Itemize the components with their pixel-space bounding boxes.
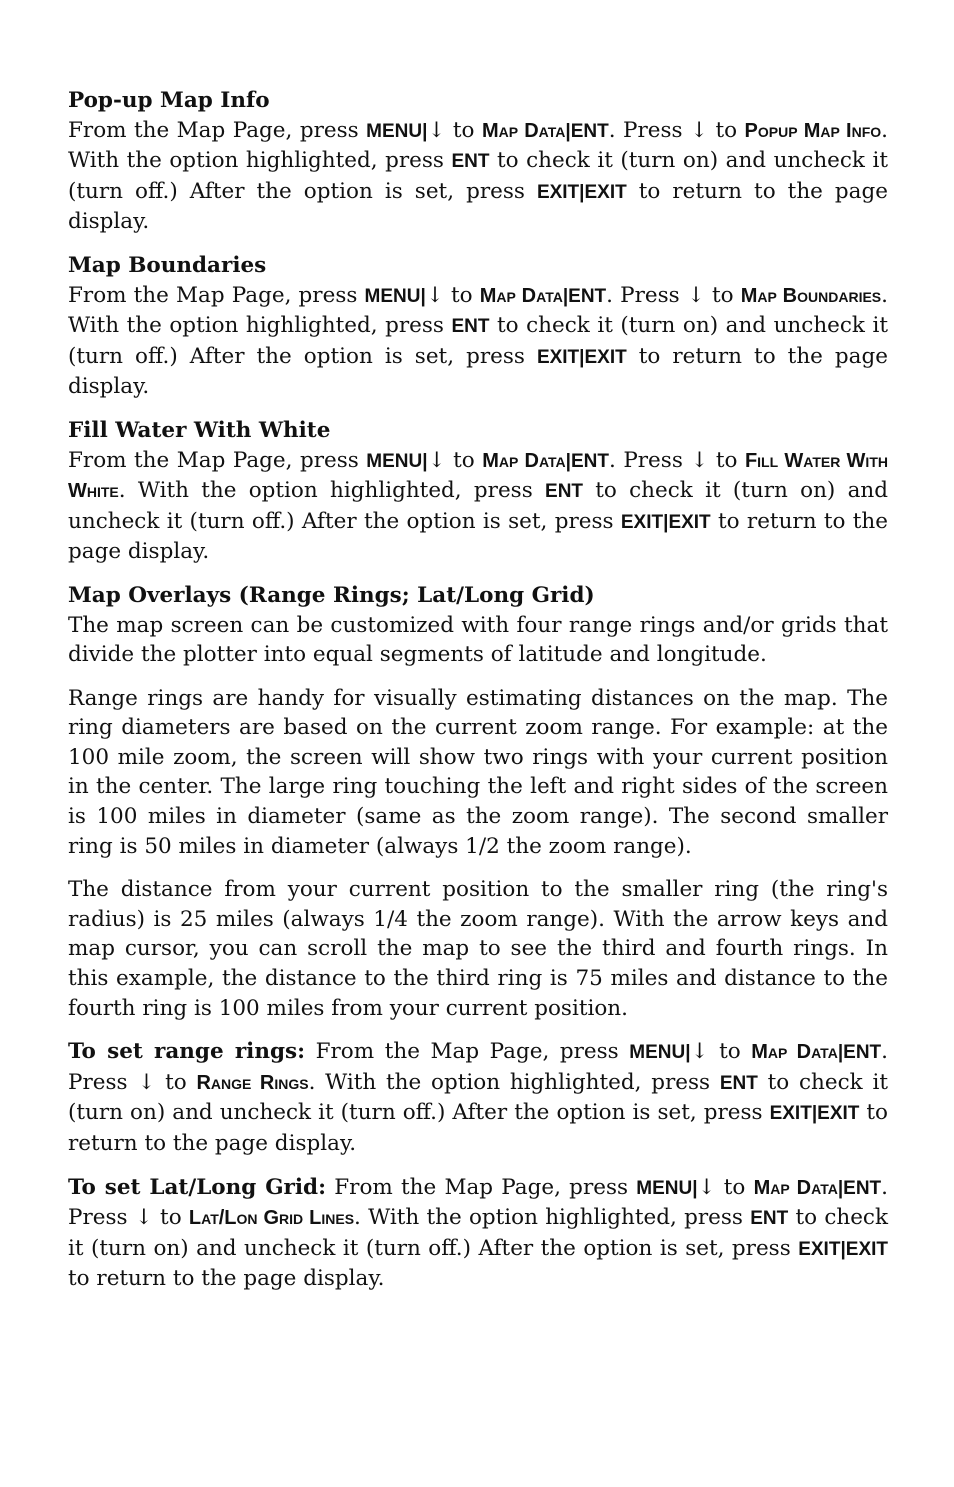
key-name: ENT — [568, 285, 607, 307]
menu-option: Map Data — [482, 449, 566, 472]
body-text: ↓ to — [427, 117, 482, 143]
body-text: to check it (turn on) and uncheck it (turn off.) After the option is set, press — [68, 1069, 888, 1126]
menu-option: Map Data — [481, 119, 566, 142]
paragraph — [68, 1173, 888, 1294]
key-name: ENT — [451, 316, 490, 338]
key-name: ENT — [843, 1042, 882, 1064]
body-text: . Press ↓ to — [606, 282, 741, 308]
body-text: . Press ↓ to — [608, 117, 745, 143]
paragraph — [68, 875, 888, 1023]
body-text: to check it (turn on) and uncheck it (turn off.) After the option is set, press — [68, 478, 888, 534]
paragraph — [68, 1037, 888, 1158]
key-separator: | — [811, 1103, 818, 1125]
key-separator: | — [579, 346, 585, 368]
body-text: ↓ to — [425, 282, 480, 308]
menu-option: Fill Water With White — [68, 449, 888, 503]
key-separator: | — [420, 285, 426, 307]
key-name: ENT — [750, 1208, 789, 1230]
body-text: ↓ to — [690, 1039, 752, 1065]
key-separator: | — [663, 511, 669, 533]
key-name: MENU — [629, 1042, 686, 1064]
key-name: EXIT — [798, 1238, 841, 1260]
key-separator: | — [422, 120, 428, 142]
body-text: . With the option highlighted, press — [68, 117, 888, 174]
body-text: to return to the page display. — [68, 508, 889, 565]
body-text: . With the option highlighted, press — [68, 282, 888, 339]
body-text: From the Map Page, press — [68, 117, 367, 143]
key-name: ENT — [570, 120, 609, 142]
body-text: . Press ↓ to — [68, 1039, 888, 1095]
body-text: Range rings are handy for visually estimating distances on the map. The ring diameters are based on the current zoom range. For example: at the 100 mile zoom, the screen will show two rings with your current position in the center. The large ring touching the left and right sides of the screen is 100 miles in diameter (same as the zoom range). The second smaller ring is 50 miles in diameter (always 1/2 the zoom range). — [68, 685, 888, 859]
key-name: ENT — [451, 151, 490, 173]
section-heading: Pop-up Map Info — [68, 88, 270, 113]
key-separator: | — [692, 1177, 698, 1199]
body-text: . With the option highlighted, press — [354, 1205, 751, 1231]
key-name: EXIT — [845, 1238, 888, 1260]
body-text: From the Map Page, press — [68, 282, 365, 308]
body-text: ↓ to — [427, 447, 483, 473]
key-separator: | — [562, 285, 569, 307]
key-name: MENU — [366, 450, 423, 472]
body-text: to check it (turn on) and uncheck it (turn off.) After the option is set, press — [68, 1205, 888, 1261]
key-name: EXIT — [817, 1103, 860, 1125]
body-text: From the Map Page, press — [68, 447, 367, 473]
body-text: . With the option highlighted, press — [308, 1069, 720, 1095]
body-text: to return to the page display. — [68, 1266, 385, 1292]
key-separator: | — [685, 1042, 691, 1064]
lead-in: To set range rings: — [68, 1039, 306, 1065]
menu-option: Map Data — [479, 284, 563, 307]
section — [68, 86, 888, 237]
body-text: . With the option highlighted, press — [118, 478, 546, 504]
key-separator: | — [565, 120, 571, 142]
menu-option: Map Data — [751, 1041, 838, 1064]
body-text: to check it (turn on) and uncheck it (turn off.) After the option is set, press — [68, 148, 889, 204]
key-name: ENT — [570, 450, 609, 472]
body-text: From the Map Page, press — [326, 1174, 637, 1200]
body-text: . Press ↓ to — [68, 1174, 888, 1231]
key-name: ENT — [545, 481, 584, 503]
key-name: EXIT — [584, 181, 627, 203]
body-text: to check it (turn on) and uncheck it (turn off.) After the option is set, press — [68, 313, 889, 369]
lead-in: To set Lat/Long Grid: — [68, 1174, 327, 1200]
body-text: The distance from your current position to the smaller ring (the ring's radius) is 25 miles (always 1/4 the zoom range). With the arrow keys and map cursor, you can scroll the map to see the third and fourth rings. In this example, the distance to the third ring is 75 miles and distance to the fourth ring is 100 miles from your current position. — [68, 877, 888, 1021]
key-name: EXIT — [536, 181, 580, 203]
body-text: ↓ to — [697, 1174, 754, 1200]
section — [68, 251, 888, 402]
key-separator: | — [422, 450, 428, 472]
manual-page — [68, 86, 888, 1308]
paragraph — [68, 684, 888, 862]
section — [68, 581, 888, 1294]
key-name: MENU — [636, 1177, 693, 1199]
section-heading: Map Overlays (Range Rings; Lat/Long Grid) — [68, 582, 595, 608]
section-heading: Map Boundaries — [68, 252, 267, 278]
paragraph — [68, 611, 888, 670]
key-name: EXIT — [620, 511, 664, 533]
key-name: EXIT — [584, 346, 627, 368]
menu-option: Map Boundaries — [740, 284, 882, 307]
key-name: EXIT — [769, 1103, 812, 1125]
menu-option: Map Data — [753, 1176, 838, 1199]
paragraph — [68, 116, 888, 237]
key-separator: | — [565, 450, 571, 472]
menu-option: Popup Map Info — [744, 119, 882, 142]
key-name: MENU — [364, 285, 421, 307]
body-text: . Press ↓ to — [608, 447, 745, 473]
paragraph — [68, 281, 888, 402]
key-name: EXIT — [536, 346, 580, 368]
menu-option: Lat/Lon Grid Lines — [188, 1207, 355, 1230]
key-separator: | — [837, 1042, 844, 1064]
key-separator: | — [837, 1177, 844, 1199]
key-separator: | — [840, 1238, 846, 1260]
section-heading: Fill Water With White — [68, 417, 331, 443]
paragraph — [68, 446, 888, 567]
section — [68, 416, 888, 567]
menu-option: Range Rings — [196, 1071, 309, 1094]
body-text: to return to the page display. — [68, 1100, 888, 1156]
key-name: MENU — [366, 120, 423, 142]
key-name: EXIT — [668, 511, 711, 533]
key-name: ENT — [843, 1177, 882, 1199]
key-name: ENT — [719, 1072, 758, 1094]
body-text: From the Map Page, press — [305, 1039, 630, 1065]
body-text: to return to the page display. — [68, 343, 888, 400]
body-text: The map screen can be customized with four range rings and/or grids that divide the plotter into equal segments of latitude and longitude. — [68, 612, 888, 668]
body-text: to return to the page display. — [68, 178, 888, 235]
key-separator: | — [579, 181, 585, 203]
